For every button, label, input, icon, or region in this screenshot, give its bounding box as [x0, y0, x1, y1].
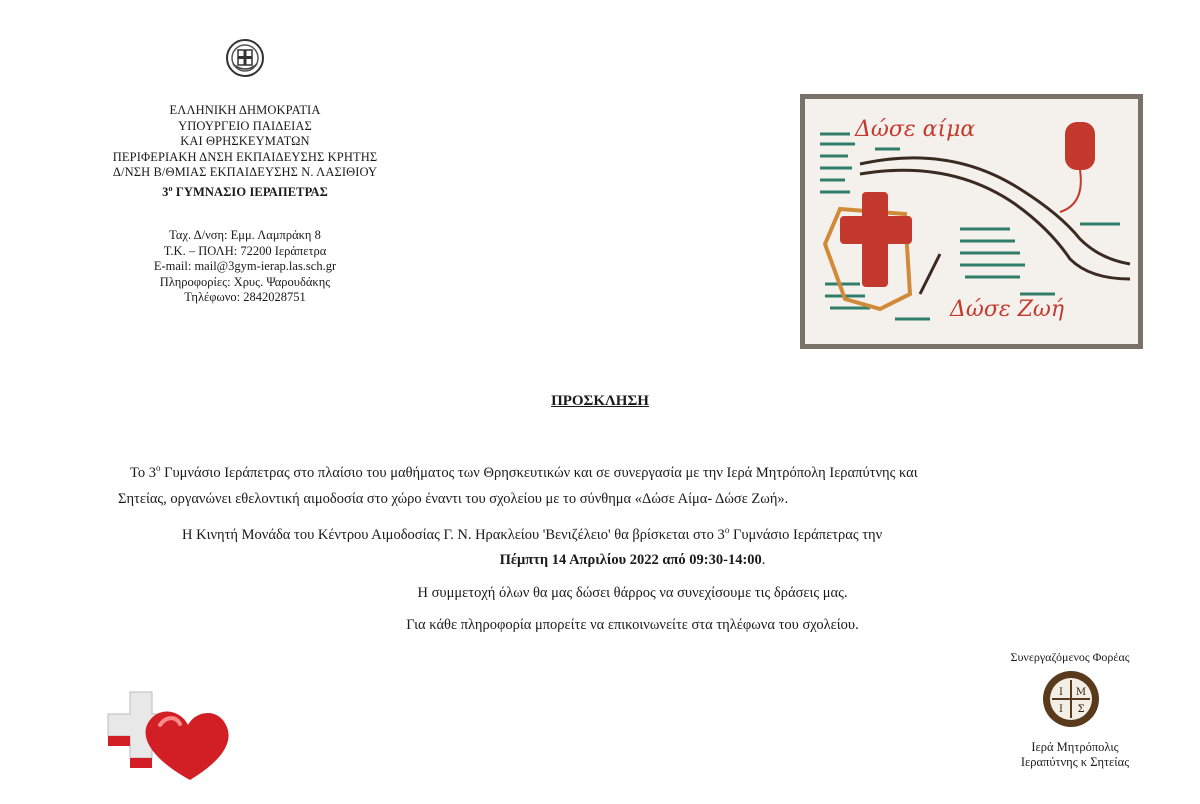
- phone: Τηλέφωνο: 2842028751: [184, 290, 306, 304]
- header-line: ΕΛΛΗΝΙΚΗ ΔΗΜΟΚΡΑΤΙΑ: [169, 103, 321, 117]
- address: Ταχ. Δ/νση: Εμμ. Λαμπράκη 8: [169, 228, 321, 242]
- postal-code: Τ.Κ. – ΠΟΛΗ: 72200 Ιεράπετρα: [163, 243, 327, 258]
- svg-text:Μ: Μ: [1075, 687, 1087, 698]
- poster-text-bottom: Δώσε Ζωή: [950, 297, 1065, 322]
- poster-text-top: Δώσε αίμα: [855, 117, 976, 142]
- school-name: $3^o$ ΓΥΜΝΑΣΙΟ ΙΕΡΑΠΕΤΡΑΣ: [162, 183, 328, 199]
- metropolis-seal-icon: [1042, 670, 1100, 728]
- header-line: Δ/ΝΣΗ Β/ΘΜΙΑΣ ΕΚΠΑΙΔΕΥΣΗΣ Ν. ΛΑΣΙΘΙΟΥ: [112, 165, 378, 179]
- partner-label: Συνεργαζόμενος Φορέας: [1010, 650, 1130, 664]
- body-line-1: Το $3^o$ Γυμνάσιο Ιεράπετρας στο πλαίσιο του μαθήματος των Θρησκευτικών και σε συνεργασία με την Ιερά Μητρόπολη Ιεραπύτνης και: [130, 463, 918, 481]
- body-line-6: Για κάθε πληροφορία μπορείτε να επικοινωνείτε στα τηλέφωνα του σχολείου.: [406, 617, 859, 633]
- blood-bag-icon: [1065, 122, 1095, 170]
- body-line-5: Η συμμετοχή όλων θα μας δώσει θάρρος να συνεχίσουμε τις δράσεις μας.: [417, 585, 848, 601]
- partner-name: Ιερά Μητρόπολις Ιεραπύτνης κ Σητείας: [1020, 740, 1130, 769]
- header-line: ΥΠΟΥΡΓΕΙΟ ΠΑΙΔΕΙΑΣ: [178, 118, 312, 133]
- svg-text:Ι: Ι: [1059, 687, 1063, 698]
- info-contact: Πληροφορίες: Χρυς. Ψαρουδάκης: [159, 274, 331, 289]
- body-line-3: Η Κινητή Μονάδα του Κέντρου Αιμοδοσίας Γ. Ν. Ηρακλείου 'Βενιζέλειο' θα βρίσκεται στο $3^o$ Γυμνάσιο Ιεράπετρας την: [182, 525, 883, 543]
- body-line-2: Σητείας, οργανώνει εθελοντική αιμοδοσία στο χώρο έναντι του σχολείου με το σύνθημα «Δώσε Αίμα- Δώσε Ζωή».: [118, 491, 789, 507]
- contact-info: [95, 228, 395, 306]
- email: E-mail: mail@3gym-ierap.las.sch.gr: [153, 259, 337, 273]
- svg-text:Ι: Ι: [1059, 704, 1063, 715]
- svg-text:Σ: Σ: [1077, 704, 1085, 715]
- header-line: ΠΕΡΙΦΕΡΙΑΚΗ ΔΝΣΗ ΕΚΠΑΙΔΕΥΣΗΣ ΚΡΗΤΗΣ: [112, 149, 378, 164]
- header-line: ΚΑΙ ΘΡΗΣΚΕΥΜΑΤΩΝ: [180, 134, 310, 148]
- event-date: Πέμπτη 14 Απριλίου 2022 από 09:30-14:00.: [499, 552, 766, 568]
- greek-emblem-icon: [225, 38, 265, 78]
- heart-cross-icon: [80, 680, 250, 790]
- school-header: [60, 103, 430, 200]
- blood-donation-poster: [800, 94, 1143, 349]
- invitation-title: ΠΡΟΣΚΛΗΣΗ: [551, 393, 649, 409]
